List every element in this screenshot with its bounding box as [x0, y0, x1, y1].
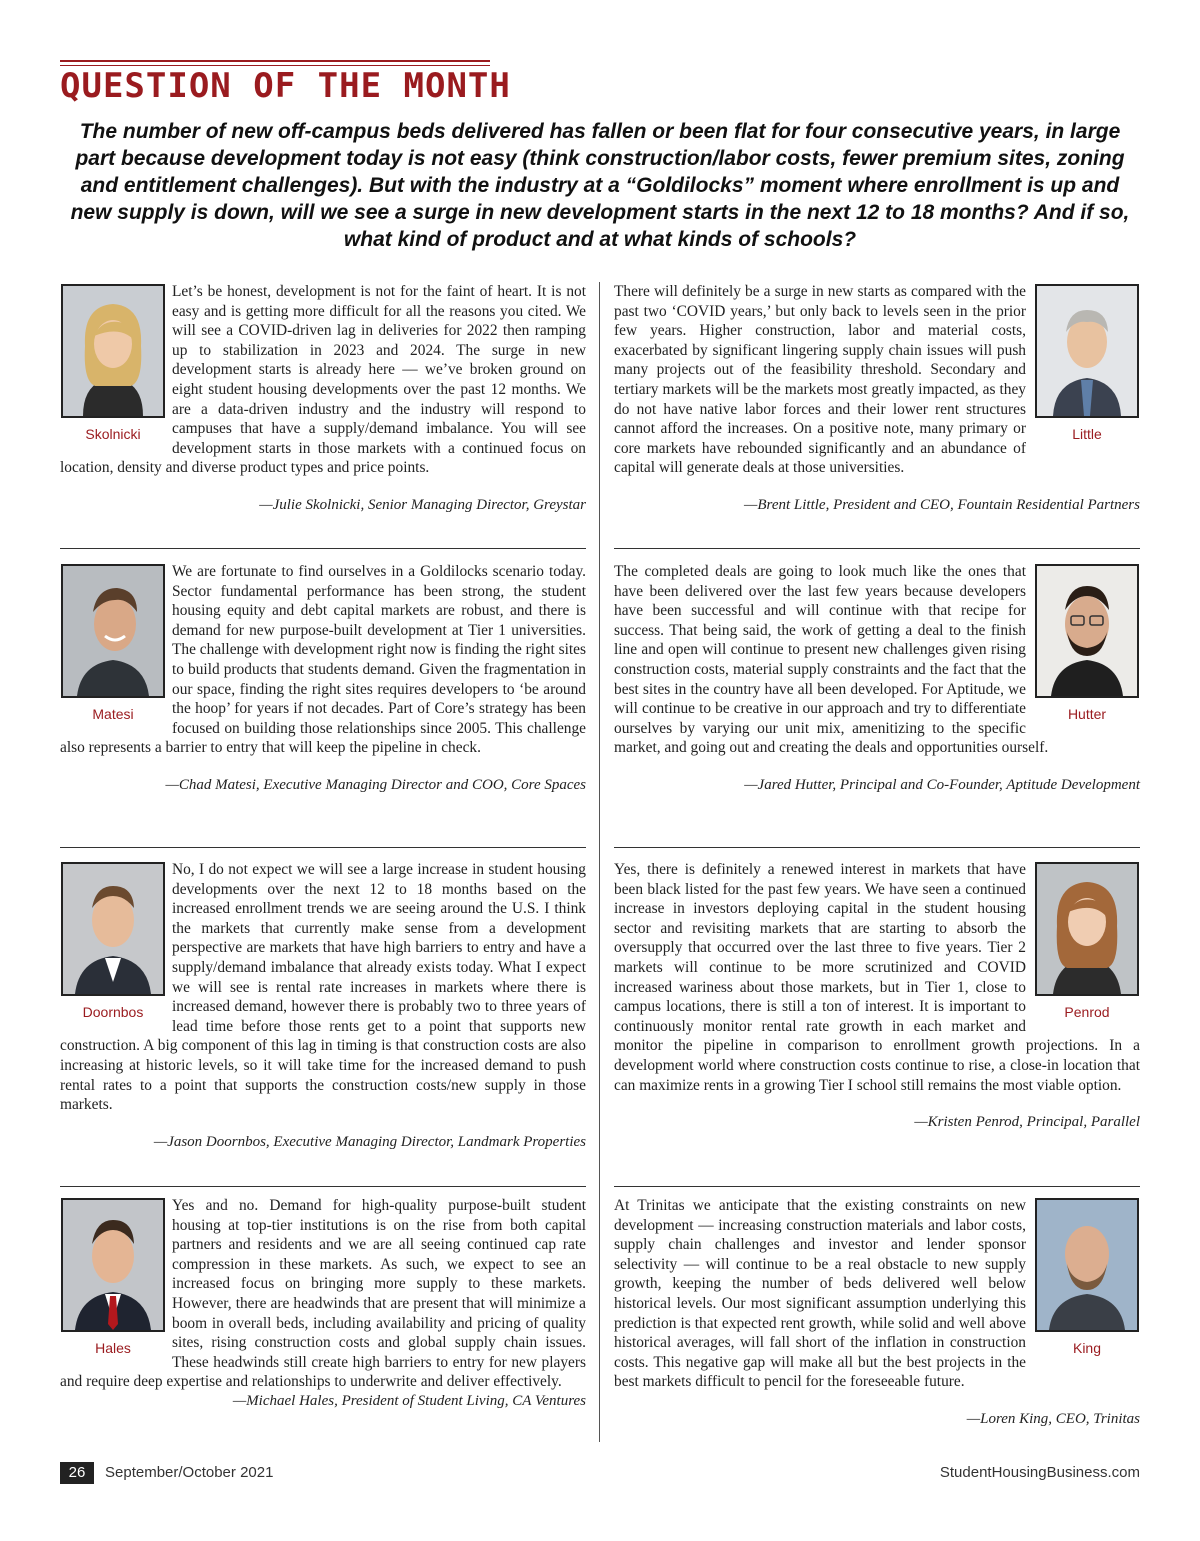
- row-rule-right-3: [614, 1186, 1140, 1187]
- section-title: QUESTION OF THE MONTH: [60, 66, 511, 106]
- response-hutter: [614, 562, 1140, 795]
- response-skolnicki: [60, 282, 586, 515]
- portrait-wrap: [60, 562, 166, 722]
- portrait-caption: Skolnicki: [85, 426, 141, 442]
- response-text: At Trinitas we anticipate that the existing constraints on new development — increasing construction materials and labor costs, supply chain challenges and investor and lender sponsor selectivity — will continue to be a real obstacle to new supply growth, keeping the number of beds delivered well below historical levels. Our most significant assumption underlying this prediction is that expected rent growth, while solid and well above historical averages, will fall short of the inflation in construction costs. This negative gap will make all but the best projects in the best markets difficult to pencil for the foreseeable future.: [614, 1197, 1026, 1391]
- issue-date: September/October 2021: [105, 1464, 274, 1481]
- response-little: [614, 282, 1140, 515]
- response-text: The completed deals are going to look much like the ones that have been delivered over the last few years because developers have been successful and will continue with that recipe for success. That being said, the work of getting a deal to the finish line and open will continue to present new challenges given rising construction costs, material supply constraints and the fact that the best sites in the country have all been developed. For Aptitude, we will continue to be creative in our approach and try to differentiate ourselves by varying our unit mix, amenitizing to the specific market, and going out and creating the deals and opportunities ourself.: [614, 563, 1049, 757]
- portrait-photo: [1035, 862, 1139, 996]
- portrait-photo: [61, 1198, 165, 1332]
- response-attribution: —Jared Hutter, Principal and Co-Founder, Aptitude Development: [744, 776, 1140, 793]
- portrait-caption: Little: [1072, 426, 1102, 442]
- portrait-photo: [1035, 1198, 1139, 1332]
- row-rule-left-1: [60, 548, 586, 549]
- woman-blonde-portrait-icon: [63, 286, 163, 416]
- response-doornbos: [60, 860, 586, 1152]
- portrait-caption: Hales: [95, 1340, 131, 1356]
- response-text: No, I do not expect we will see a large increase in student housing developments over the next 12 to 18 months based on the increased enrollment trends we are seeing around the U.S. I think the markets that currently make sense from a development perspective are markets that have high barriers to entry and have a supply/demand imbalance that already exists today. What I expect we will see is rental rate increases in markets where there is increased demand, however there is probably two to three years of lead time before those rents get to a point that supports new construction. A big component of this lag in timing is that construction costs are also increasing at historic levels, so it will take time for the increased demand to push rental rates to a point that supports the construction costs/new supply in those markets.: [60, 861, 586, 1114]
- portrait-wrap: [1034, 860, 1140, 1020]
- response-attribution: —Chad Matesi, Executive Managing Director and COO, Core Spaces: [165, 776, 586, 793]
- response-attribution: —Julie Skolnicki, Senior Managing Director, Greystar: [259, 496, 586, 513]
- response-attribution: —Jason Doornbos, Executive Managing Director, Landmark Properties: [153, 1133, 586, 1150]
- portrait-wrap: [1034, 562, 1140, 722]
- portrait-photo: [61, 564, 165, 698]
- man-red-tie-portrait-icon: [63, 1200, 163, 1330]
- man-glasses-beard-portrait-icon: [1037, 566, 1137, 696]
- row-rule-right-1: [614, 548, 1140, 549]
- response-text: Let’s be honest, development is not for the faint of heart. It is not easy and is getting more difficult for all the reasons you cited. We will see a COVID-driven lag in deliveries for 2022 then ramping up to stabilization in 2023 and 2024. The surge in new development starts is already here — we’ve broken ground on eight student housing developments over the past 12 months. We are a data-driven industry and the industry will respond to campuses that have a supply/demand imbalance. You will see development starts in those markets with a continued focus on location, density and diverse product types and price points.: [60, 283, 586, 477]
- woman-auburn-hair-portrait-icon: [1037, 864, 1137, 994]
- portrait-caption: King: [1072, 1340, 1102, 1356]
- response-attribution: —Brent Little, President and CEO, Fountain Residential Partners: [744, 496, 1140, 513]
- title-rule-top: [60, 60, 490, 62]
- question-text: The number of new off-campus beds delivered has fallen or been flat for four consecutive years, in large part because development today is not easy (think construction/labor costs, fewer premium sites, zoning and entitlement challenges). But with the industry at a “Goldilocks” moment where enrollment is up and new supply is down, will we see a surge in new development starts in the next 12 to 18 months? And if so, what kind of product and at what kinds of schools?: [70, 120, 1130, 251]
- response-text: There will definitely be a surge in new starts as compared with the past two ‘COVID years,’ but only back to levels seen in the prior few years. Higher construction, labor and material costs, exacerbated by significant lingering supply chain issues will push many projects out of the feasibility threshold. Secondary and tertiary markets will be the markets most greatly impacted, as they do not have native labor forces and their lower rent structures cannot afford the increases. On a positive note, many primary or core markets have rebounded significantly and an abundance of capital will generate deals at those universities.: [614, 283, 1026, 477]
- response-penrod: [614, 860, 1140, 1132]
- response-hales: [60, 1196, 586, 1411]
- man-gray-hair-portrait-icon: [1037, 286, 1137, 416]
- man-smiling-portrait-icon: [63, 566, 163, 696]
- response-matesi: [60, 562, 586, 795]
- response-attribution: —Kristen Penrod, Principal, Parallel: [914, 1114, 1140, 1131]
- man-suit-portrait-icon: [63, 864, 163, 994]
- column-divider: [599, 282, 600, 1442]
- portrait-caption: Penrod: [1064, 1004, 1110, 1020]
- portrait-wrap: [60, 282, 166, 442]
- row-rule-left-2: [60, 847, 586, 848]
- response-text: We are fortunate to find ourselves in a Goldilocks scenario today. Sector fundamental performance has been strong, the student housing equity and debt capital markets are robust, and there is demand for new purpose-built development at Tier 1 universities. The challenge with development right now is finding the right sites to build products that students demand. Given the fragmentation in our space, finding the right sites requires developers to ‘be around the hoop’ for years if not decades. Part of Core’s strategy has been focused on building those relationships since 2005. This challenge also represents a barrier to entry that will keep the pipeline in check.: [60, 563, 586, 757]
- response-text: Yes and no. Demand for high-quality purpose-built student housing at top-tier institutions is on the rise from both capital partners and residents and we are all seeing continued cap rate compression in these markets. As such, we expect to see an increased focus on bringing more supply to these markets. However, there are headwinds that are present that will minimize a boom in overall beds, including availability and pricing of quality sites, rising construction costs and global supply chain issues. These headwinds still create high barriers to entry for new players and require deep expertise and relationships to underwrite and deliver effectively.: [60, 1197, 586, 1391]
- response-text: Yes, there is definitely a renewed interest in markets that have been black listed for the past few years. We have seen a continued increase in investors deploying capital in the student housing sector and revisiting markets that are starting to absorb the oversupply that occurred over the last three to five years. Tier 2 markets will continue to be more scrutinized and COVID increased wariness about those markets, but in Tier 1, close to campus locations, there is still a ton of interest. It is important to continuously monitor rental rate growth in each market and monitor the pipeline in comparison to enrollment growth projections. In a development world where construction costs continue to rise, a close-in location that can maximize rents in a growing Tier I school still remains the most viable option.: [614, 861, 1140, 1094]
- response-king: [614, 1196, 1140, 1429]
- response-attribution: —Loren King, CEO, Trinitas: [966, 1410, 1140, 1427]
- portrait-wrap: [60, 1196, 166, 1356]
- portrait-photo: [61, 284, 165, 418]
- row-rule-right-2: [614, 847, 1140, 848]
- portrait-wrap: [1034, 282, 1140, 442]
- portrait-caption: Hutter: [1067, 706, 1107, 722]
- publication-site: StudentHousingBusiness.com: [939, 1464, 1140, 1481]
- row-rule-left-3: [60, 1186, 586, 1187]
- portrait-photo: [1035, 284, 1139, 418]
- man-bald-beard-portrait-icon: [1037, 1200, 1137, 1330]
- page-footer: [60, 1462, 1140, 1484]
- portrait-photo: [1035, 564, 1139, 698]
- portrait-wrap: [1034, 1196, 1140, 1356]
- portrait-photo: [61, 862, 165, 996]
- page-number: 26: [60, 1462, 94, 1484]
- portrait-caption: Matesi: [92, 706, 134, 722]
- portrait-wrap: [60, 860, 166, 1020]
- response-attribution: —Michael Hales, President of Student Living, CA Ventures: [232, 1392, 586, 1409]
- portrait-caption: Doornbos: [82, 1004, 144, 1020]
